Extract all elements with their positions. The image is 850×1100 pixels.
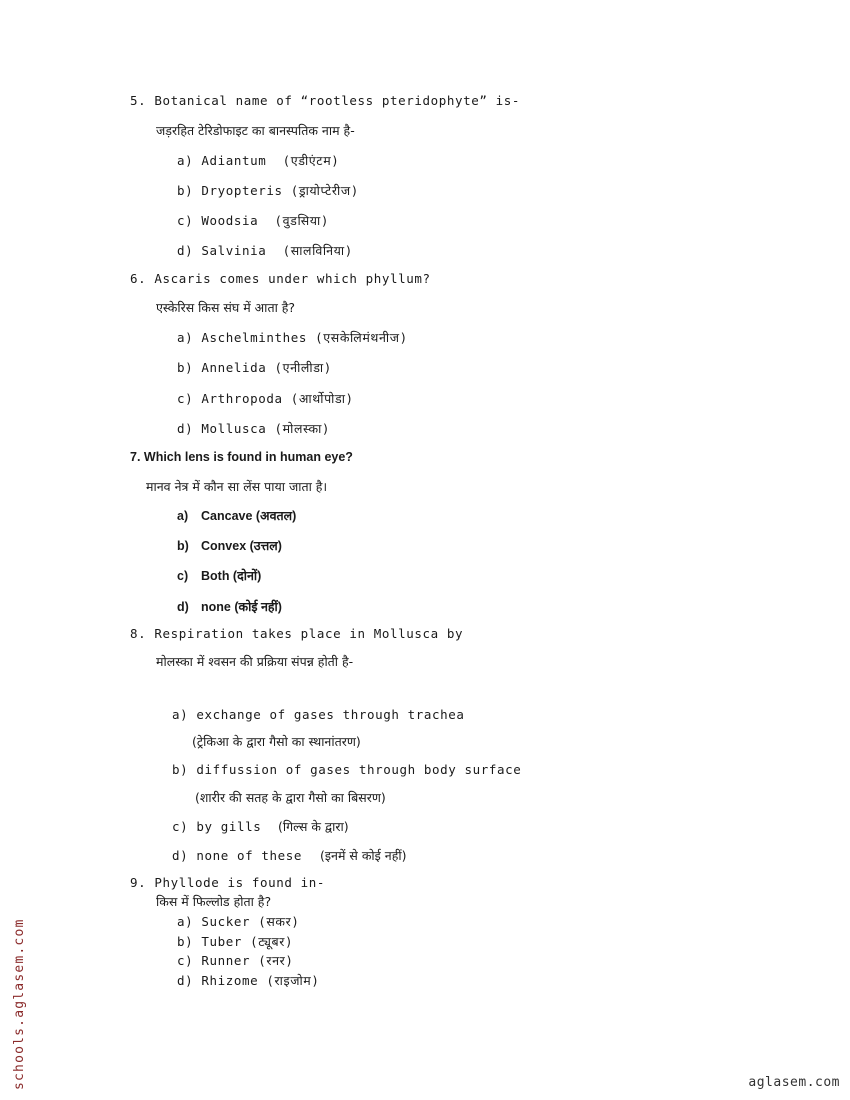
option-5d: d) Salvinia (सालविनिया) [177,243,353,258]
option-7d-letter: d) [177,600,189,614]
option-8a-hindi: (ट्रेकिआ के द्वारा गैसो का स्थानांतरण) [192,734,361,749]
option-7b-letter: b) [177,539,189,553]
footer-brand: aglasem.com [748,1075,840,1090]
question-9-hindi: किस में फिल्लोड होता है? [156,894,272,909]
question-7-text: 7. Which lens is found in human eye? [130,450,353,464]
question-8-text: 8. Respiration takes place in Mollusca by [130,626,464,641]
option-5a: a) Adiantum (एडीएंटम) [177,153,340,168]
option-9d: d) Rhizome (राइजोम) [177,973,320,988]
option-7c: Both (दोनों) [201,569,262,583]
option-9c: c) Runner (रनर) [177,953,294,968]
question-5-hindi: जड़रहित टेरिडोफाइट का बानस्पतिक नाम है- [156,123,355,138]
option-7a-letter: a) [177,509,189,523]
option-7c-letter: c) [177,569,189,583]
option-8c: c) by gills [172,819,262,834]
question-8-hindi: मोलस्का में श्वसन की प्रक्रिया संपन्न होती है- [156,654,354,669]
option-7d: none (कोई नहीं) [201,600,282,614]
option-8b: b) diffussion of gases through body surface [172,762,522,777]
question-9-text: 9. Phyllode is found in- [130,875,326,890]
option-8b-hindi: (शारीर की सतह के द्वारा गैसो का बिसरण) [195,790,386,805]
option-7b: Convex (उत्तल) [201,539,282,553]
question-6-text: 6. Ascaris comes under which phyllum? [130,271,431,286]
question-6-hindi: एस्केरिस किस संघ में आता है? [156,300,296,315]
option-8d-hindi: (इनमें से कोई नहीं) [320,848,407,863]
option-5c: c) Woodsia (वुडसिया) [177,213,329,228]
option-8c-hindi: (गिल्स के द्वारा) [278,819,349,834]
question-7-hindi: मानव नेत्र में कौन सा लेंस पाया जाता है। [146,479,328,494]
side-watermark: schools.aglasem.com [12,918,27,1090]
option-9a: a) Sucker (सकर) [177,914,300,929]
option-8a: a) exchange of gases through trachea [172,707,465,722]
option-7a: Cancave (अवतल) [201,509,297,523]
option-6c: c) Arthropoda (आर्थोपोडा) [177,391,354,406]
option-5b: b) Dryopteris (ड्रायोप्टेरीज) [177,183,359,198]
option-6a: a) Aschelminthes (एसकेलिमंथनीज) [177,330,408,345]
option-8d: d) none of these [172,848,303,863]
option-9b: b) Tuber (ट्यूबर) [177,934,294,949]
question-5-text: 5. Botanical name of “rootless pteridophyte” is- [130,93,521,108]
option-6b: b) Annelida (एनीलीडा) [177,360,332,375]
option-6d: d) Mollusca (मोलस्का) [177,421,331,436]
